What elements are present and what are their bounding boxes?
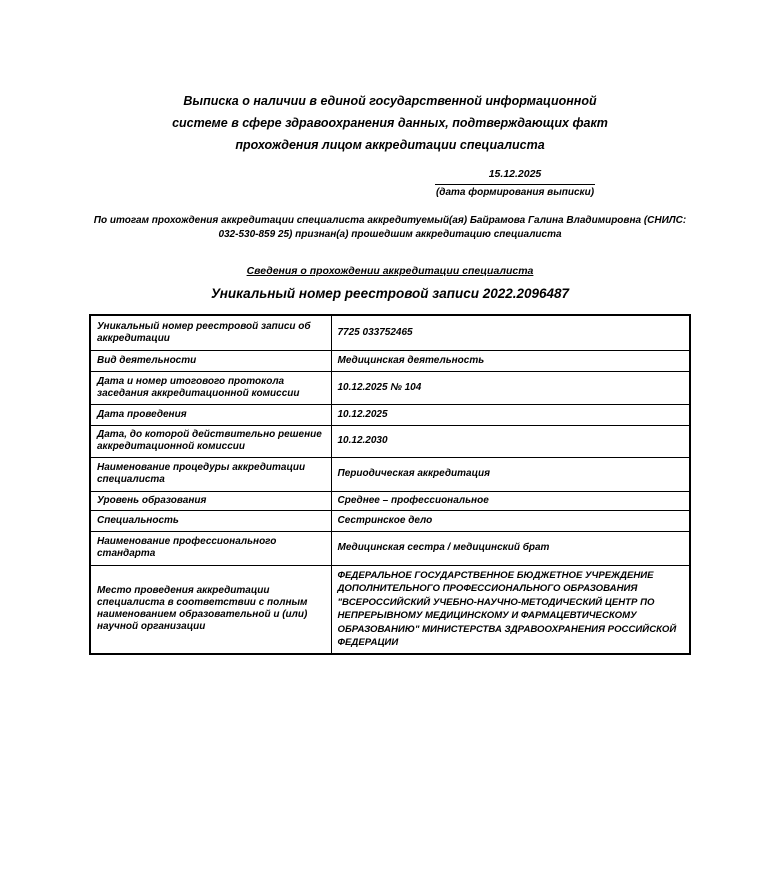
row-label: Дата, до которой действительно решение аккредитационной комиссии [90,425,331,457]
row-label: Место проведения аккредитации специалиста в соответствии с полным наименованием образовательной и (или) научной организации [90,565,331,654]
formation-date-caption: (дата формирования выписки) [435,187,595,198]
row-value: 10.12.2030 [331,425,690,457]
intro-paragraph [40,214,740,242]
table-row [90,350,690,371]
registry-record-heading: Уникальный номер реестровой записи 2022.2096487 [210,286,570,301]
row-value: 10.12.2025 № 104 [331,371,690,404]
document-title-line: Выписка о наличии в единой государственной информационной [183,94,597,108]
row-value: 7725 033752465 [331,315,690,350]
table-row [90,315,690,350]
table-row [90,531,690,565]
row-label: Наименование процедуры аккредитации специалиста [90,457,331,491]
table-row [90,565,690,654]
row-value: 10.12.2025 [331,404,690,425]
row-value: ФЕДЕРАЛЬНОЕ ГОСУДАРСТВЕННОЕ БЮДЖЕТНОЕ УЧРЕЖДЕНИЕ ДОПОЛНИТЕЛЬНОГО ПРОФЕССИОНАЛЬНОГО ОБРАЗОВАНИЯ "ВСЕРОССИЙСКИЙ УЧЕБНО-НАУЧНО-МЕТОДИЧЕСКИЙ ЦЕНТР ПО НЕПРЕРЫВНОМУ МЕДИЦИНСКОМУ И ФАРМАЦЕВТИЧЕСКОМУ ОБРАЗОВАНИЮ" МИНИСТЕРСТВА ЗДРАВООХРАНЕНИЯ РОССИЙСКОЙ ФЕДЕРАЦИИ [331,565,690,654]
row-label: Наименование профессионального стандарта [90,531,331,565]
row-label: Дата проведения [90,404,331,425]
row-value: Периодическая аккредитация [331,457,690,491]
table-row [90,510,690,531]
intro-line: По итогам прохождения аккредитации специалиста аккредитуемый(ая) Байрамова Галина Владимировна (СНИЛС: [93,215,687,226]
row-value: Медицинская сестра / медицинский брат [331,531,690,565]
row-label: Уникальный номер реестровой записи об аккредитации [90,315,331,350]
table-row [90,404,690,425]
row-value: Сестринское дело [331,510,690,531]
row-label: Специальность [90,510,331,531]
formation-date: 15.12.2025 [435,168,595,185]
table-row [90,491,690,510]
intro-line: 032-530-859 25) признан(а) прошедшим аккредитацию специалиста [218,229,562,240]
row-label: Уровень образования [90,491,331,510]
accreditation-details-table [89,314,691,655]
document-title-line: системе в сфере здравоохранения данных, подтверждающих факт [172,116,608,130]
row-value: Медицинская деятельность [331,350,690,371]
document-title [90,90,690,156]
row-value: Среднее – профессиональное [331,491,690,510]
formation-date-block [435,168,595,199]
table-row [90,457,690,491]
table-row [90,371,690,404]
section-heading: Сведения о прохождении аккредитации специалиста [246,265,534,277]
row-label: Дата и номер итогового протокола заседания аккредитационной комиссии [90,371,331,404]
row-label: Вид деятельности [90,350,331,371]
table-row [90,425,690,457]
document-title-line: прохождения лицом аккредитации специалиста [235,138,545,152]
